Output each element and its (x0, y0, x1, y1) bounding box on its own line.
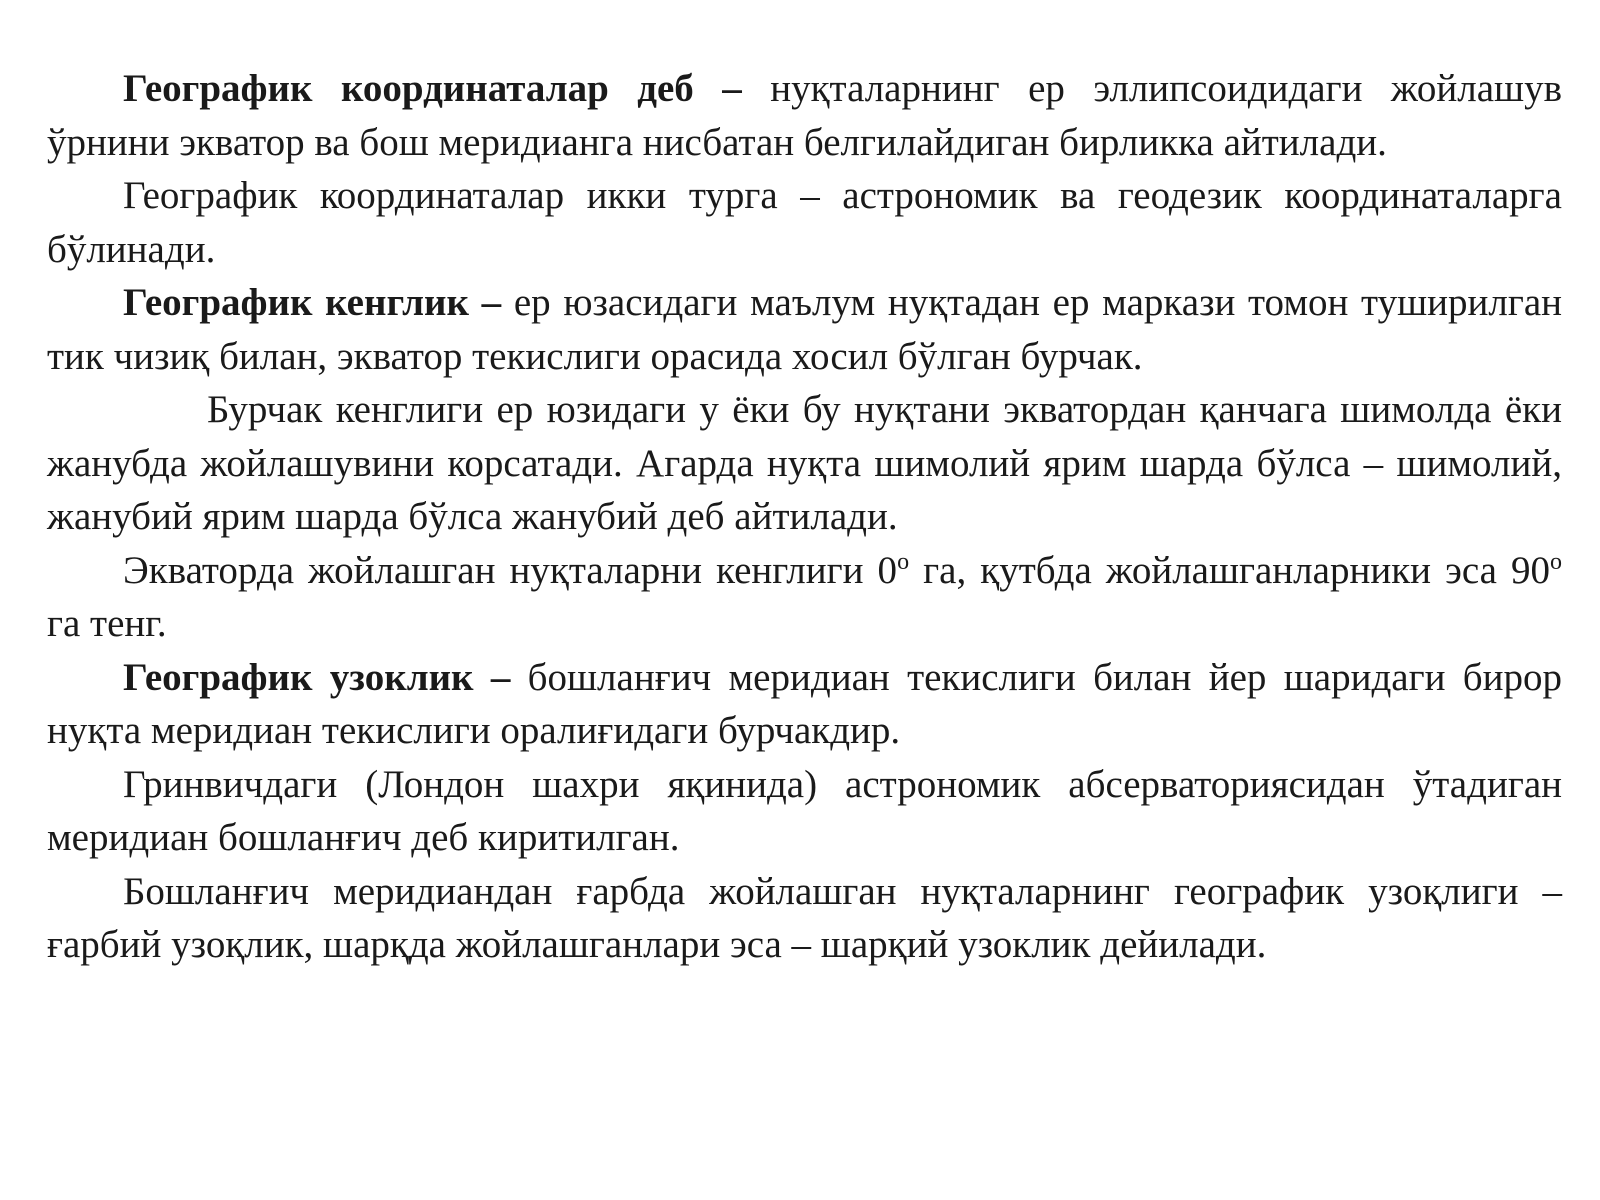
paragraph-coordinates-definition (47, 62, 1562, 169)
paragraph-latitude-values (47, 544, 1562, 651)
paragraph-text: га тенг. (47, 602, 167, 645)
paragraph-text: нуқталарнинг ер эллипсоидидаги жойлашув ўрнини экватор ва бош меридианга нисбатан белгилайдиган бирликка айтилади. (47, 67, 1562, 164)
paragraph-text: бошланғич меридиан текислиги билан йер шаридаги бирор нуқта меридиан текислиги оралиғидаги бурчакдир. (47, 655, 1563, 752)
term-geographic-longitude: Географик узоклик – (123, 655, 511, 699)
paragraph-coordinate-types (47, 169, 1562, 276)
document-body (47, 62, 1562, 972)
term-geographic-coordinates: Географик координаталар деб – (123, 67, 742, 110)
paragraph-text: Бурчак кенглиги ер юзидаги у ёки бу нуқтани экватордан қанчага шимолда ёки жанубда жойлашувини корсатади. Агарда нуқта шимолий ярим шарда бўлса – шимолий, жанубий ярим шарда бўлса жанубий деб айтилади. (47, 388, 1562, 538)
paragraph-east-west-longitude (47, 865, 1562, 972)
paragraph-greenwich-meridian (47, 758, 1562, 865)
degree-superscript: о (897, 548, 910, 575)
paragraph-latitude-definition (47, 276, 1562, 383)
paragraph-longitude-definition (47, 651, 1562, 758)
paragraph-text: Бошланғич меридиандан ғарбда жойлашган нуқталарнинг географик узоқлиги – ғарбий узоқлик, шарқда жойлашганлари эса – шарқий узоклик дейилади. (47, 869, 1562, 966)
paragraph-text: га, қутбда жойлашганларники эса 90 (909, 548, 1550, 592)
paragraph-text: Экваторда жойлашган нуқталарни кенглиги 0 (123, 548, 898, 592)
paragraph-text: Гринвичдаги (Лондон шахри яқинида) астрономик абсерваториясидан ўтадиган меридиан бошланғич деб киритилган. (47, 762, 1562, 859)
term-geographic-latitude: Географик кенглик – (123, 281, 502, 324)
paragraph-text: ер юзасидаги маълум нуқтадан ер маркази томон туширилган тик чизиқ билан, экватор текислиги орасида хосил бўлган бурчак. (47, 281, 1562, 378)
paragraph-text: Географик координаталар икки турга – астрономик ва геодезик координаталарга бўлинади. (47, 174, 1562, 271)
paragraph-latitude-angle (47, 383, 1562, 544)
degree-superscript: о (1549, 548, 1562, 575)
